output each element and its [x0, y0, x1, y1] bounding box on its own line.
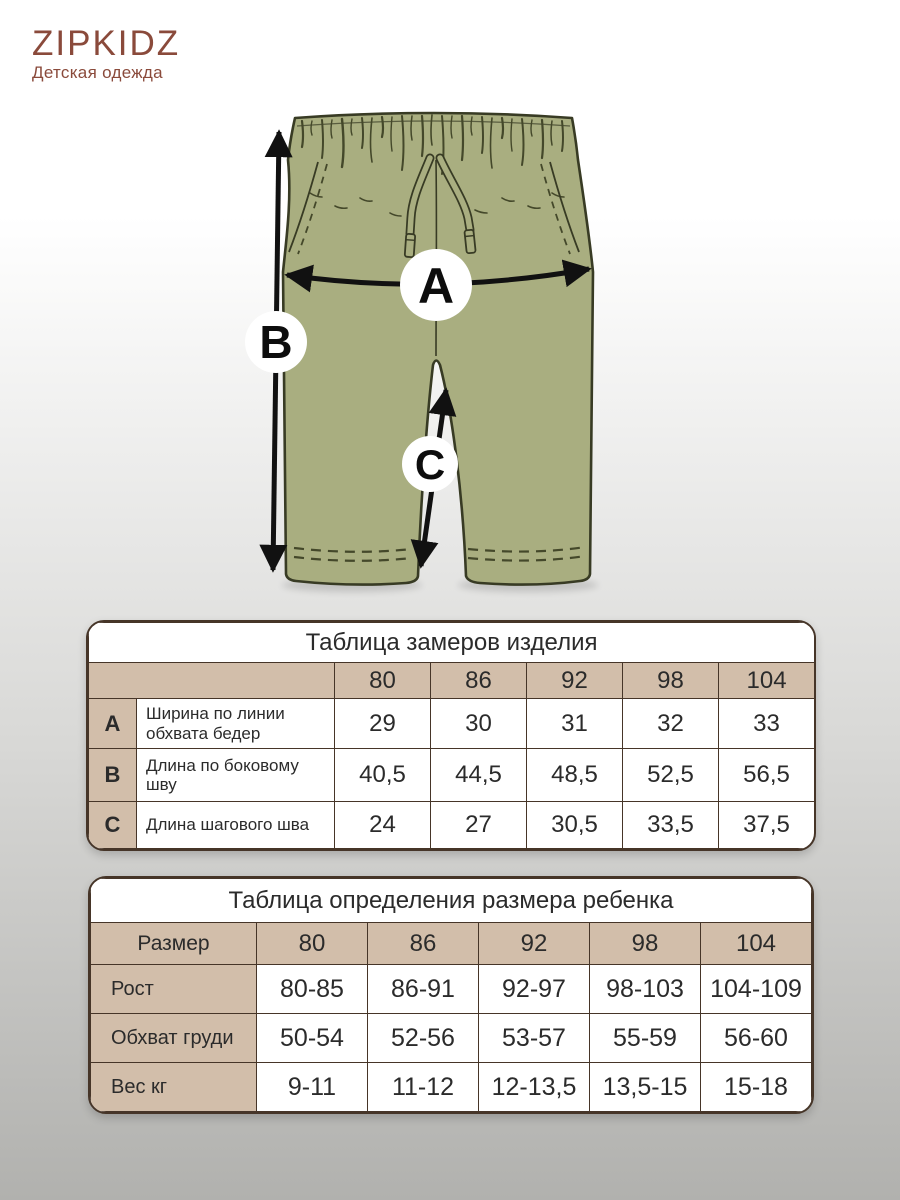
measure-value: 24 — [335, 802, 431, 849]
child-row-weight — [91, 1063, 812, 1112]
child-size-table — [88, 876, 814, 1114]
marker-a-label: A — [417, 258, 455, 314]
measure-value: 32 — [623, 699, 719, 749]
child-value: 15-18 — [701, 1063, 812, 1112]
measure-row-key: C — [89, 802, 137, 849]
child-size-header: 80 — [257, 923, 368, 965]
measure-value: 31 — [527, 699, 623, 749]
measure-size-header: 98 — [623, 663, 719, 699]
measure-value: 48,5 — [527, 749, 623, 802]
brand-name: ZIPKIDZ — [32, 24, 181, 63]
measure-size-header: 92 — [527, 663, 623, 699]
child-value: 80-85 — [257, 965, 368, 1014]
child-value: 56-60 — [701, 1014, 812, 1063]
measure-value: 40,5 — [335, 749, 431, 802]
brand-logo — [32, 26, 180, 83]
child-value: 52-56 — [368, 1014, 479, 1063]
measure-value: 30,5 — [527, 802, 623, 849]
measure-value: 30 — [431, 699, 527, 749]
child-row-label: Обхват груди — [91, 1014, 257, 1063]
measure-row-key: B — [89, 749, 137, 802]
child-value: 13,5-15 — [590, 1063, 701, 1112]
measure-value: 37,5 — [719, 802, 815, 849]
measure-value: 29 — [335, 699, 431, 749]
measure-size-header: 104 — [719, 663, 815, 699]
child-size-header: 104 — [701, 923, 812, 965]
child-row-height — [91, 965, 812, 1014]
marker-c-label: C — [414, 441, 446, 488]
child-size-header: 92 — [479, 923, 590, 965]
child-value: 11-12 — [368, 1063, 479, 1112]
child-row-chest — [91, 1014, 812, 1063]
brand-tagline: Детская одежда — [32, 63, 163, 82]
marker-b-label: B — [259, 316, 293, 368]
child-size-header: 98 — [590, 923, 701, 965]
measure-header-empty-cell — [89, 663, 335, 699]
measure-row-b — [89, 749, 815, 802]
measure-size-header: 86 — [431, 663, 527, 699]
measure-value: 56,5 — [719, 749, 815, 802]
pants-illustration — [283, 113, 593, 585]
measure-row-label: Ширина по линии обхвата бедер — [137, 699, 335, 749]
measure-value: 44,5 — [431, 749, 527, 802]
child-row-label: Рост — [91, 965, 257, 1014]
child-size-label: Размер — [91, 923, 257, 965]
child-value: 98-103 — [590, 965, 701, 1014]
measure-row-label: Длина шагового шва — [137, 802, 335, 849]
child-value: 9-11 — [257, 1063, 368, 1112]
measure-size-header: 80 — [335, 663, 431, 699]
measure-value: 33 — [719, 699, 815, 749]
child-value: 104-109 — [701, 965, 812, 1014]
child-value: 50-54 — [257, 1014, 368, 1063]
measure-value: 52,5 — [623, 749, 719, 802]
measure-row-a — [89, 699, 815, 749]
product-measure-table — [86, 620, 816, 851]
child-value: 12-13,5 — [479, 1063, 590, 1112]
child-size-header: 86 — [368, 923, 479, 965]
measure-table-title: Таблица замеров изделия — [89, 623, 815, 663]
measure-row-key: A — [89, 699, 137, 749]
child-value: 53-57 — [479, 1014, 590, 1063]
measure-row-c — [89, 802, 815, 849]
child-row-label: Вес кг — [91, 1063, 257, 1112]
child-table-title: Таблица определения размера ребенка — [91, 879, 812, 923]
child-value: 55-59 — [590, 1014, 701, 1063]
pants-measurement-diagram — [240, 98, 630, 613]
measure-value: 33,5 — [623, 802, 719, 849]
child-value: 86-91 — [368, 965, 479, 1014]
child-value: 92-97 — [479, 965, 590, 1014]
measure-row-label: Длина по боковому шву — [137, 749, 335, 802]
measure-value: 27 — [431, 802, 527, 849]
